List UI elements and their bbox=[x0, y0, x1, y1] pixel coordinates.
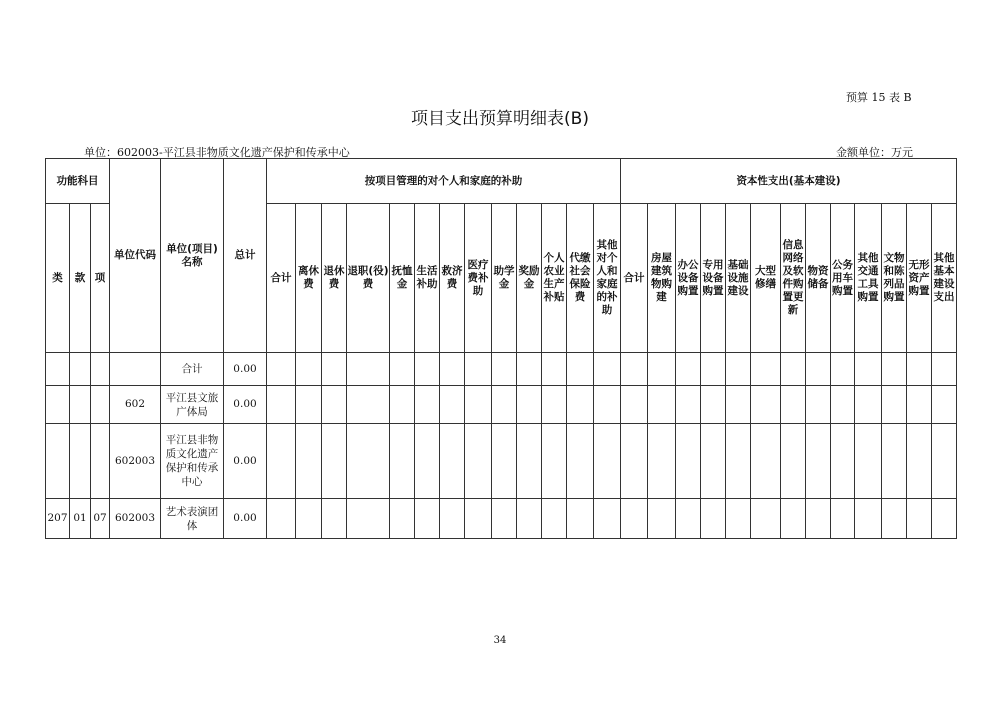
empty-cell bbox=[882, 386, 907, 424]
xiang-cell bbox=[91, 386, 110, 424]
capital-col-header-1: 房屋建筑物购建 bbox=[648, 204, 676, 353]
empty-cell bbox=[932, 386, 957, 424]
empty-cell bbox=[390, 424, 415, 499]
empty-cell bbox=[855, 499, 882, 539]
empty-cell bbox=[855, 386, 882, 424]
empty-cell bbox=[440, 499, 465, 539]
kuan-cell bbox=[70, 424, 91, 499]
total-cell: 0.00 bbox=[224, 386, 267, 424]
empty-cell bbox=[492, 386, 517, 424]
empty-cell bbox=[648, 424, 676, 499]
empty-cell bbox=[542, 353, 567, 386]
empty-cell bbox=[781, 424, 806, 499]
capital-col-header-7: 物资储备 bbox=[806, 204, 831, 353]
empty-cell bbox=[465, 353, 492, 386]
capital-col-header-0: 合计 bbox=[621, 204, 648, 353]
subsidy-col-header-0: 合计 bbox=[267, 204, 296, 353]
empty-cell bbox=[806, 353, 831, 386]
total-cell: 0.00 bbox=[224, 353, 267, 386]
empty-cell bbox=[415, 353, 440, 386]
kuan-cell bbox=[70, 386, 91, 424]
empty-cell bbox=[296, 424, 322, 499]
empty-cell bbox=[492, 424, 517, 499]
empty-cell bbox=[322, 424, 347, 499]
empty-cell bbox=[831, 386, 855, 424]
table-row bbox=[46, 353, 957, 386]
empty-cell bbox=[781, 386, 806, 424]
empty-cell bbox=[415, 424, 440, 499]
empty-cell bbox=[882, 424, 907, 499]
page-number: 34 bbox=[493, 635, 507, 646]
empty-cell bbox=[594, 499, 621, 539]
table-row bbox=[46, 386, 957, 424]
empty-cell bbox=[806, 424, 831, 499]
empty-cell bbox=[932, 424, 957, 499]
empty-cell bbox=[440, 353, 465, 386]
subsidy-col-header-2: 退休费 bbox=[322, 204, 347, 353]
empty-cell bbox=[855, 353, 882, 386]
unit-code-header: 单位代码 bbox=[110, 159, 161, 353]
page-title: 项目支出预算明细表(B) bbox=[411, 109, 589, 129]
lei-cell bbox=[46, 424, 70, 499]
empty-cell bbox=[594, 353, 621, 386]
empty-cell bbox=[415, 386, 440, 424]
kuan-header: 款 bbox=[70, 204, 91, 353]
xiang-cell bbox=[91, 353, 110, 386]
empty-cell bbox=[267, 386, 296, 424]
empty-cell bbox=[517, 499, 542, 539]
lei-cell bbox=[46, 386, 70, 424]
empty-cell bbox=[648, 386, 676, 424]
subsidy-col-header-1: 离休费 bbox=[296, 204, 322, 353]
empty-cell bbox=[296, 353, 322, 386]
capital-col-header-3: 专用设备购置 bbox=[701, 204, 726, 353]
capital-col-header-10: 文物和陈列品购置 bbox=[882, 204, 907, 353]
xiang-header: 项 bbox=[91, 204, 110, 353]
empty-cell bbox=[855, 424, 882, 499]
unit-code-cell: 602003 bbox=[110, 424, 161, 499]
total-cell: 0.00 bbox=[224, 424, 267, 499]
subsidy-col-header-4: 抚恤金 bbox=[390, 204, 415, 353]
unit-code-cell bbox=[110, 353, 161, 386]
empty-cell bbox=[390, 353, 415, 386]
table-row bbox=[46, 424, 957, 499]
empty-cell bbox=[932, 499, 957, 539]
empty-cell bbox=[267, 353, 296, 386]
empty-cell bbox=[390, 386, 415, 424]
empty-cell bbox=[648, 353, 676, 386]
empty-cell bbox=[676, 424, 701, 499]
empty-cell bbox=[806, 499, 831, 539]
empty-cell bbox=[542, 424, 567, 499]
empty-cell bbox=[701, 386, 726, 424]
empty-cell bbox=[751, 353, 781, 386]
subsidy-col-header-11: 代缴社会保险费 bbox=[567, 204, 594, 353]
subsidy-col-header-3: 退职(役)费 bbox=[347, 204, 390, 353]
empty-cell bbox=[492, 499, 517, 539]
empty-cell bbox=[465, 424, 492, 499]
empty-cell bbox=[567, 353, 594, 386]
empty-cell bbox=[882, 353, 907, 386]
unit-name-cell: 平江县文旅广体局 bbox=[161, 386, 224, 424]
table-row bbox=[46, 499, 957, 539]
unit-name-cell: 艺术表演团体 bbox=[161, 499, 224, 539]
empty-cell bbox=[751, 386, 781, 424]
budget-table bbox=[45, 158, 957, 539]
empty-cell bbox=[621, 499, 648, 539]
empty-cell bbox=[296, 499, 322, 539]
empty-cell bbox=[347, 424, 390, 499]
lei-header: 类 bbox=[46, 204, 70, 353]
unit-code-cell: 602003 bbox=[110, 499, 161, 539]
empty-cell bbox=[322, 499, 347, 539]
empty-cell bbox=[676, 386, 701, 424]
lei-cell: 207 bbox=[46, 499, 70, 539]
empty-cell bbox=[726, 386, 751, 424]
empty-cell bbox=[831, 424, 855, 499]
unit-name-cell: 合计 bbox=[161, 353, 224, 386]
section-a-header: 按项目管理的对个人和家庭的补助 bbox=[267, 159, 621, 204]
empty-cell bbox=[701, 499, 726, 539]
empty-cell bbox=[726, 499, 751, 539]
empty-cell bbox=[726, 353, 751, 386]
empty-cell bbox=[648, 499, 676, 539]
empty-cell bbox=[390, 499, 415, 539]
capital-col-header-6: 信息网络及软件购置更新 bbox=[781, 204, 806, 353]
subsidy-col-header-7: 医疗费补助 bbox=[465, 204, 492, 353]
amount-unit-label: 金额单位：万元 bbox=[836, 146, 913, 159]
empty-cell bbox=[322, 386, 347, 424]
empty-cell bbox=[594, 386, 621, 424]
empty-cell bbox=[751, 424, 781, 499]
empty-cell bbox=[751, 499, 781, 539]
section-b-header: 资本性支出(基本建设) bbox=[621, 159, 957, 204]
empty-cell bbox=[676, 353, 701, 386]
empty-cell bbox=[465, 499, 492, 539]
lei-cell bbox=[46, 353, 70, 386]
empty-cell bbox=[831, 499, 855, 539]
empty-cell bbox=[440, 386, 465, 424]
empty-cell bbox=[781, 499, 806, 539]
empty-cell bbox=[621, 424, 648, 499]
empty-cell bbox=[781, 353, 806, 386]
empty-cell bbox=[567, 424, 594, 499]
subsidy-col-header-6: 救济费 bbox=[440, 204, 465, 353]
empty-cell bbox=[932, 353, 957, 386]
subsidy-col-header-8: 助学金 bbox=[492, 204, 517, 353]
empty-cell bbox=[542, 386, 567, 424]
func-subject-header: 功能科目 bbox=[46, 159, 110, 204]
subsidy-col-header-5: 生活补助 bbox=[415, 204, 440, 353]
unit-name-header: 单位(项目)名称 bbox=[161, 159, 224, 353]
empty-cell bbox=[882, 499, 907, 539]
xiang-cell bbox=[91, 424, 110, 499]
capital-col-header-9: 其他交通工具购置 bbox=[855, 204, 882, 353]
empty-cell bbox=[440, 424, 465, 499]
empty-cell bbox=[907, 499, 932, 539]
kuan-cell: 01 bbox=[70, 499, 91, 539]
capital-col-header-8: 公务用车购置 bbox=[831, 204, 855, 353]
empty-cell bbox=[567, 386, 594, 424]
unit-code-cell: 602 bbox=[110, 386, 161, 424]
capital-col-header-11: 无形资产购置 bbox=[907, 204, 932, 353]
empty-cell bbox=[267, 424, 296, 499]
capital-col-header-4: 基础设施建设 bbox=[726, 204, 751, 353]
empty-cell bbox=[415, 499, 440, 539]
empty-cell bbox=[567, 499, 594, 539]
empty-cell bbox=[347, 353, 390, 386]
empty-cell bbox=[465, 386, 492, 424]
empty-cell bbox=[267, 499, 296, 539]
unit-label: 单位：602003-平江县非物质文化遗产保护和传承中心 bbox=[84, 146, 350, 159]
form-number: 预算 15 表 B bbox=[846, 91, 912, 104]
empty-cell bbox=[907, 386, 932, 424]
xiang-cell: 07 bbox=[91, 499, 110, 539]
empty-cell bbox=[517, 386, 542, 424]
empty-cell bbox=[907, 424, 932, 499]
empty-cell bbox=[701, 424, 726, 499]
empty-cell bbox=[621, 353, 648, 386]
empty-cell bbox=[296, 386, 322, 424]
capital-col-header-12: 其他基本建设支出 bbox=[932, 204, 957, 353]
subsidy-col-header-12: 其他对个人和家庭的补助 bbox=[594, 204, 621, 353]
subsidy-col-header-10: 个人农业生产补贴 bbox=[542, 204, 567, 353]
kuan-cell bbox=[70, 353, 91, 386]
capital-col-header-2: 办公设备购置 bbox=[676, 204, 701, 353]
empty-cell bbox=[542, 499, 567, 539]
empty-cell bbox=[831, 353, 855, 386]
total-header: 总计 bbox=[224, 159, 267, 353]
empty-cell bbox=[517, 424, 542, 499]
empty-cell bbox=[492, 353, 517, 386]
total-cell: 0.00 bbox=[224, 499, 267, 539]
empty-cell bbox=[806, 386, 831, 424]
empty-cell bbox=[726, 424, 751, 499]
unit-name-cell: 平江县非物质文化遗产保护和传承中心 bbox=[161, 424, 224, 499]
empty-cell bbox=[347, 386, 390, 424]
empty-cell bbox=[347, 499, 390, 539]
subsidy-col-header-9: 奖励金 bbox=[517, 204, 542, 353]
empty-cell bbox=[621, 386, 648, 424]
empty-cell bbox=[594, 424, 621, 499]
empty-cell bbox=[517, 353, 542, 386]
empty-cell bbox=[701, 353, 726, 386]
empty-cell bbox=[907, 353, 932, 386]
empty-cell bbox=[322, 353, 347, 386]
capital-col-header-5: 大型修缮 bbox=[751, 204, 781, 353]
empty-cell bbox=[676, 499, 701, 539]
